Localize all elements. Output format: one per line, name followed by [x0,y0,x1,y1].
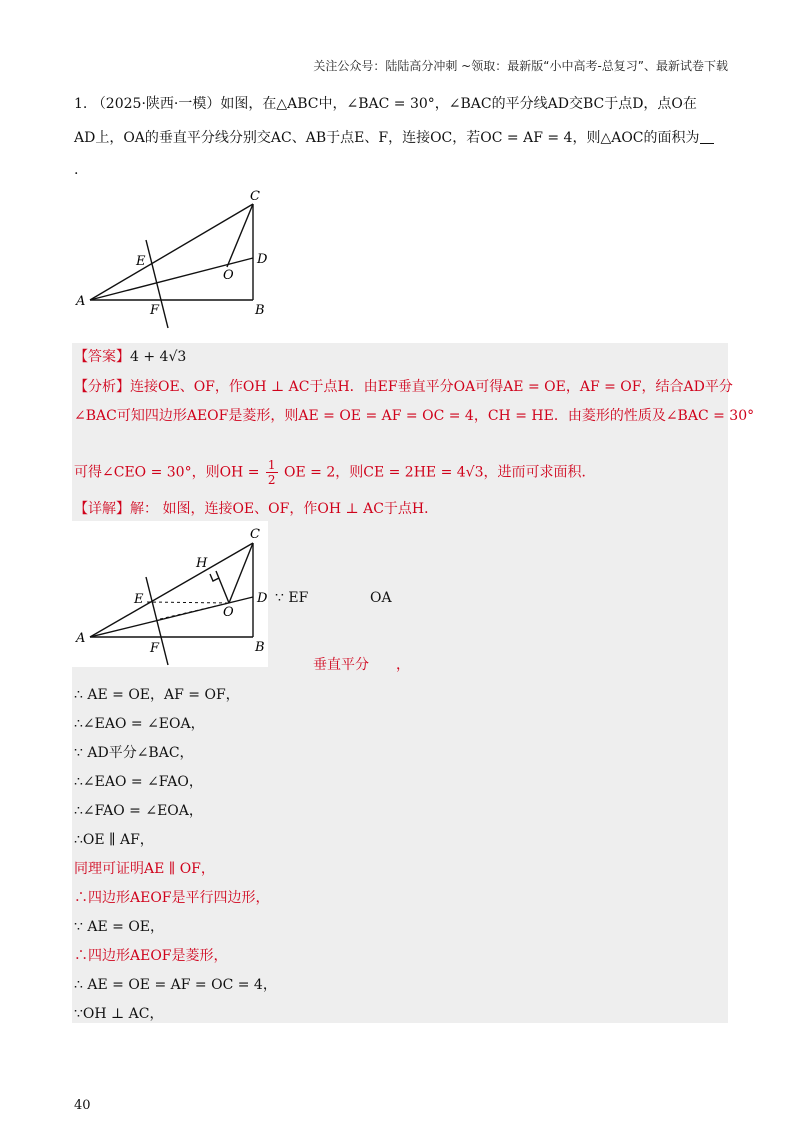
fig2-label-f: F [150,641,160,656]
answer-blank [700,129,714,144]
analysis-line-3 [74,458,596,487]
fig2-label-b: B [255,640,265,655]
page-number: 40 [74,1098,91,1113]
analysis-label: 【分析】 [74,379,130,395]
fig1-label-f: F [150,303,160,318]
page-header: 关注公众号：陆陆高分冲刺 ~领取：最新版“小中高考-总复习”、最新试卷下载 [313,59,728,73]
analysis-text-3a: 可得∠CEO = 30°，则OH = [74,464,260,481]
proof-step: ∴ AE = OE，AF = OF， [74,687,240,703]
analysis-line-2: ∠BAC可知四边形AEOF是菱形，则AE = OE = AF = OC = 4，CH = HE．由菱形的性质及∠BAC = 30° [74,408,755,424]
proof-step: ∵OH ⊥ AC， [74,1006,164,1022]
proof-step: 同理可证明AE ∥ OF， [74,861,215,877]
answer-value: 4 + 4√3 [130,349,187,365]
fig1-label-d: D [257,252,268,267]
question-text-3: . [74,162,79,178]
detail-side-perp: 垂直平分 [313,657,369,673]
detail-side-comma: ， [396,657,410,673]
proof-step: ∵ AE = OE， [74,919,165,935]
question-line-3 [74,154,724,186]
analysis-text-3b: OE = 2，则CE = 2HE = 4√3，进而可求面积． [284,464,596,481]
question-source: （2025·陕西·一模） [91,96,221,112]
analysis-line-1 [74,376,733,396]
fig2-label-d: D [257,591,268,606]
triangle-figure-1 [72,186,292,336]
fig1-label-e: E [136,254,146,269]
proof-step: ∴ AE = OE = AF = OC = 4， [74,977,277,993]
fraction-numerator: 1 [267,458,276,472]
answer-line [74,346,186,366]
question-line-2 [74,122,724,154]
detail-side-ef: ∵ EF [275,590,309,606]
proof-step: ∴四边形AEOF是菱形， [74,948,228,964]
fig1-label-b: B [255,303,265,318]
proof-step: ∴∠EAO = ∠FAO， [74,774,203,790]
triangle-figure-2 [72,521,268,667]
detail-intro: 解： 如图，连接OE、OF，作OH ⊥ AC于点H． [130,501,439,517]
fraction-half [266,458,278,487]
analysis-text-1: 连接OE、OF，作OH ⊥ AC于点H．由EF垂直平分OA可得AE = OE，AF = OF，结合AD平分 [130,379,733,395]
question-text-1: 如图，在△ABC中，∠BAC = 30°，∠BAC的平分线AD交BC于点D，点O在 [220,96,697,112]
fig1-label-a: A [76,294,86,309]
solution-panel [72,343,728,1023]
fig1-label-c: C [250,189,260,204]
fig2-label-h: H [196,556,208,571]
proof-step: ∴四边形AEOF是平行四边形， [74,890,270,906]
fig2-label-e: E [134,592,144,607]
fig1-label-o: O [223,268,234,283]
fig2-label-a: A [76,631,86,646]
proof-step: ∴∠EAO = ∠EOA， [74,716,205,732]
fig2-label-c: C [250,527,260,542]
proof-step: ∵ AD平分∠BAC， [74,745,194,761]
question-number: 1. [74,96,88,112]
proof-step: ∴OE ∥ AF， [74,832,154,848]
detail-label: 【详解】 [74,501,130,517]
detail-line [74,498,438,518]
question-line-1 [74,88,724,120]
proof-step: ∴∠FAO = ∠EOA， [74,803,203,819]
answer-label: 【答案】 [74,349,130,365]
fraction-denominator: 2 [267,473,276,487]
figure-2-box [72,521,268,667]
fig2-label-o: O [223,605,234,620]
detail-side-oa: OA [370,590,392,606]
question-text-2: AD上，OA的垂直平分线分别交AC、AB于点E、F，连接OC，若OC = AF = 4，则△AOC的面积为 [74,130,700,146]
